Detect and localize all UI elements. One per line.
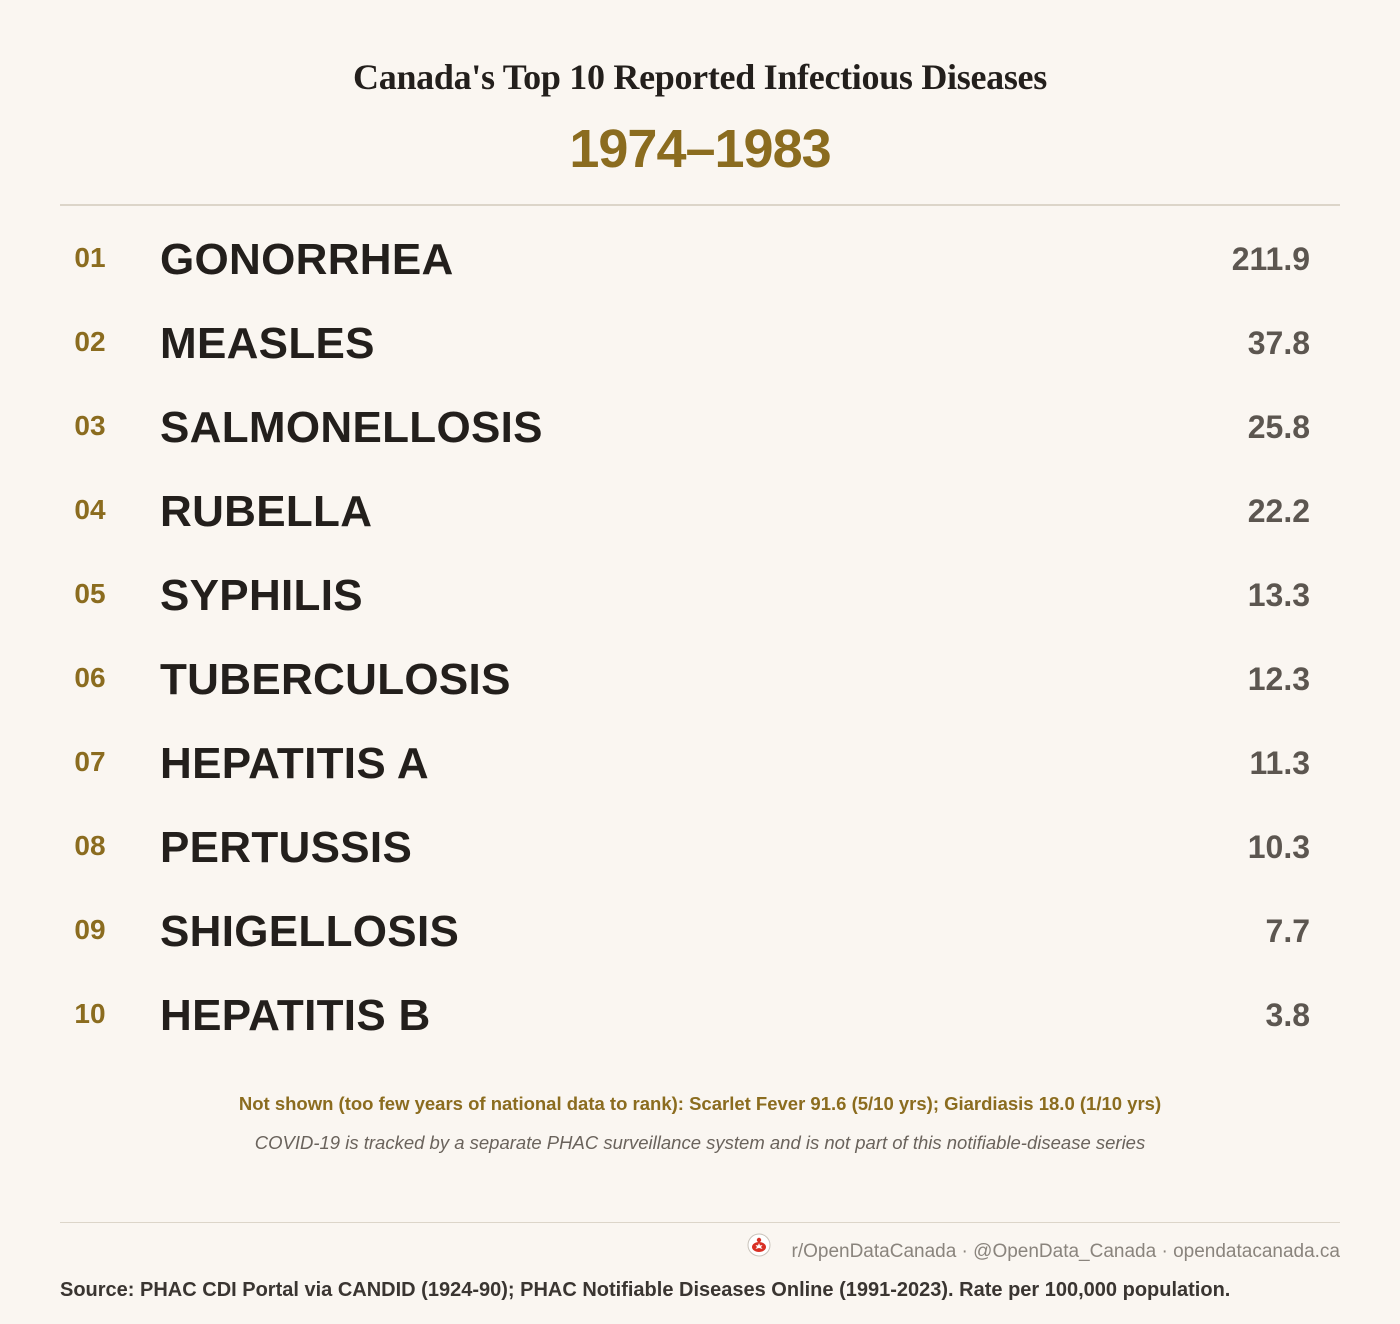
ranking-row — [0, 806, 1400, 890]
disease-rate: 12.3 — [1247, 661, 1310, 697]
disease-rate: 37.8 — [1247, 325, 1310, 361]
rankings-list — [0, 218, 1400, 1058]
credits-text: r/OpenDataCanada · @OpenData_Canada · opendatacanada.ca — [791, 1241, 1340, 1262]
ranking-row — [0, 974, 1400, 1058]
rank-number: 05 — [74, 578, 106, 609]
rank-number: 03 — [74, 410, 106, 441]
disease-rate: 211.9 — [1231, 241, 1310, 277]
disease-rate: 3.8 — [1265, 997, 1310, 1033]
rank-number: 07 — [74, 746, 106, 777]
disease-rate: 10.3 — [1247, 829, 1310, 865]
source-note: Source: PHAC CDI Portal via CANDID (1924-90); PHAC Notifiable Diseases Online (1991-2023). Rate per 100,000 population. — [60, 1279, 1231, 1301]
chart-title: Canada's Top 10 Reported Infectious Diseases — [353, 57, 1047, 97]
disease-name: SHIGELLOSIS — [160, 907, 460, 956]
disease-rate: 13.3 — [1247, 577, 1310, 613]
disease-name: MEASLES — [160, 319, 375, 368]
credits — [746, 1241, 1341, 1263]
rank-number: 01 — [74, 242, 106, 273]
period-label: 1974–1983 — [569, 119, 831, 179]
rank-number: 06 — [74, 662, 106, 693]
not-shown-note: Not shown (too few years of national data to rank): Scarlet Fever 91.6 (5/10 yrs); Giardiasis 18.0 (1/10 yrs) — [238, 1093, 1162, 1114]
disease-rate: 11.3 — [1249, 745, 1310, 781]
header-divider — [60, 204, 1340, 206]
rank-number: 10 — [74, 998, 106, 1029]
disease-rate: 25.8 — [1247, 409, 1310, 445]
disease-name: SYPHILIS — [160, 571, 363, 620]
ranking-row — [0, 470, 1400, 554]
disease-name: GONORRHEA — [160, 235, 454, 284]
ranking-row — [0, 638, 1400, 722]
rank-number: 09 — [74, 914, 106, 945]
disease-rate: 22.2 — [1247, 493, 1310, 529]
disease-name: HEPATITIS B — [160, 991, 431, 1040]
ranking-row — [0, 890, 1400, 974]
ranking-row — [0, 386, 1400, 470]
disease-name: TUBERCULOSIS — [160, 655, 511, 704]
ranking-row — [0, 554, 1400, 638]
rank-number: 08 — [74, 830, 106, 861]
disease-name: RUBELLA — [160, 487, 373, 536]
reddit-maple-leaf-icon — [746, 1232, 772, 1258]
disease-rate: 7.7 — [1265, 913, 1310, 949]
rank-number: 04 — [74, 494, 106, 525]
disease-name: HEPATITIS A — [160, 739, 429, 788]
ranking-row — [0, 722, 1400, 806]
disease-name: SALMONELLOSIS — [160, 403, 543, 452]
footer-divider — [60, 1222, 1340, 1223]
ranking-row — [0, 218, 1400, 302]
ranking-row — [0, 302, 1400, 386]
rank-number: 02 — [74, 326, 106, 357]
covid-note: COVID-19 is tracked by a separate PHAC surveillance system and is not part of this notifiable-disease series — [254, 1132, 1146, 1153]
disease-name: PERTUSSIS — [160, 823, 413, 872]
